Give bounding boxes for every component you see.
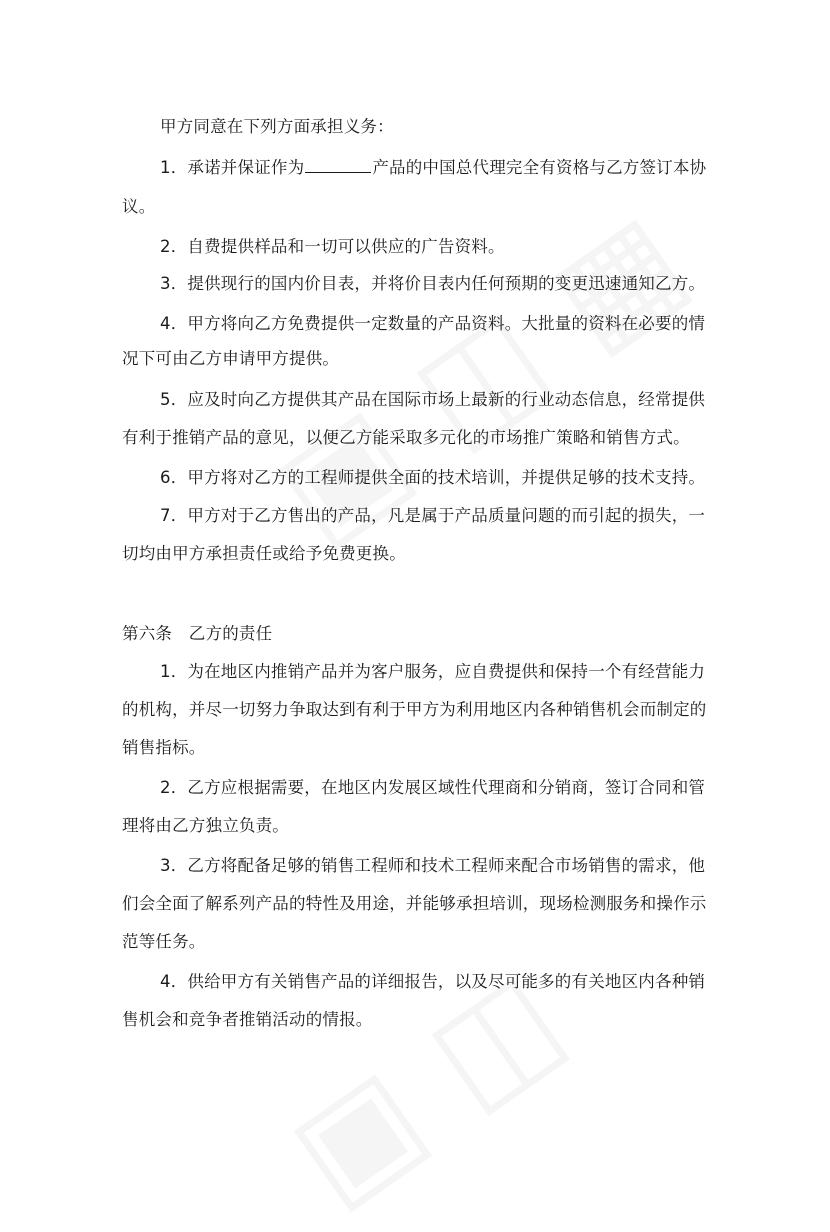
item-2: 2．自费提供样品和一切可以供应的广告资料。	[160, 237, 505, 256]
item-3: 3．提供现行的国内价目表，并将价目表内任何预期的变更迅速通知乙方。	[160, 274, 706, 293]
s6-item-2-continuation: 理将由乙方独立负责。	[122, 816, 289, 835]
s6-item-3-continuation: 们会全面了解系列产品的特性及用途，并能够承担培训，现场检测服务和操作示	[122, 894, 707, 913]
s6-item-4: 4．供给甲方有关销售产品的详细报告，以及尽可能多的有关地区内各种销	[160, 972, 706, 991]
item-1	[160, 156, 706, 179]
s6-item-1-continuation-2: 销售指标。	[122, 738, 206, 757]
s6-item-4-continuation: 售机会和竞争者推销活动的情报。	[122, 1010, 373, 1029]
item-5-continuation: 有利于推销产品的意见，以便乙方能采取多元化的市场推广策略和销售方式。	[122, 428, 690, 447]
item-1-continuation: 议。	[122, 197, 156, 216]
item-1-suffix: 产品的中国总代理完全有资格与乙方签订本协	[372, 158, 707, 177]
section-6-title: 第六条 乙方的责任	[122, 624, 273, 643]
item-6: 6．甲方将对乙方的工程师提供全面的技术培训，并提供足够的技术支持。	[160, 468, 706, 487]
item-4: 4．甲方将向乙方免费提供一定数量的产品资料。大批量的资料在必要的情	[160, 314, 706, 333]
s6-item-2: 2．乙方应根据需要，在地区内发展区域性代理商和分销商，签订合同和管	[160, 778, 706, 797]
item-7-continuation: 切均由甲方承担责任或给予免费更换。	[122, 544, 406, 563]
item-1-prefix: 1．承诺并保证作为	[160, 158, 305, 177]
item-4-continuation: 况下可由乙方申请甲方提供。	[122, 349, 340, 368]
s6-item-3: 3．乙方将配备足够的销售工程师和技术工程师来配合市场销售的需求，他	[160, 856, 706, 875]
s6-item-3-continuation-2: 范等任务。	[122, 932, 206, 951]
s6-item-1: 1．为在地区内推销产品并为客户服务，应自费提供和保持一个有经营能力	[160, 662, 706, 681]
s6-item-1-continuation: 的机构，并尽一切努力争取达到有利于甲方为利用地区内各种销售机会而制定的	[122, 700, 707, 719]
item-5: 5．应及时向乙方提供其产品在国际市场上最新的行业动态信息，经常提供	[160, 390, 706, 409]
item-7: 7．甲方对于乙方售出的产品，凡是属于产品质量问题的而引起的损失，一	[160, 506, 706, 525]
blank-field	[305, 156, 371, 173]
intro-text: 甲方同意在下列方面承担义务：	[160, 117, 394, 136]
